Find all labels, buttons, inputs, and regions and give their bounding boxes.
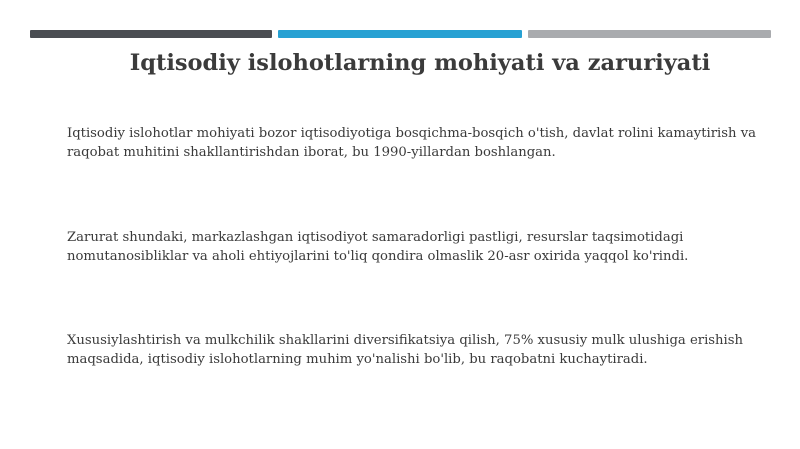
slide-title: Iqtisodiy islohotlarning mohiyati va zaruriyati — [129, 50, 711, 76]
paragraph-privatization: Xususiylashtirish va mulkchilik shakllarini diversifikatsiya qilish, 75% xususiy mulk ulushiga erishish maqsadida, iqtisodiy islohotlarning muhim yo'nalishi bo'lib, bu raqobatni kuchaytiradi. — [67, 333, 744, 367]
accent-bar-dark — [30, 30, 272, 38]
accent-bar-blue — [278, 30, 522, 38]
accent-bar-gray — [528, 30, 771, 38]
paragraph-essence: Iqtisodiy islohotlar mohiyati bozor iqtisodiyotiga bosqichma-bosqich o'tish, davlat rolini kamaytirish va raqobat muhitini shakllantirishdan iborat, bu 1990-yillardan boshlangan. — [67, 126, 757, 160]
paragraph-necessity: Zarurat shundaki, markazlashgan iqtisodiyot samaradorligi pastligi, resurslar taqsimotidagi nomutanosibliklar va aholi ehtiyojlarini to'liq qondira olmaslik 20-asr oxirida yaqqol ko'rindi. — [67, 230, 689, 264]
